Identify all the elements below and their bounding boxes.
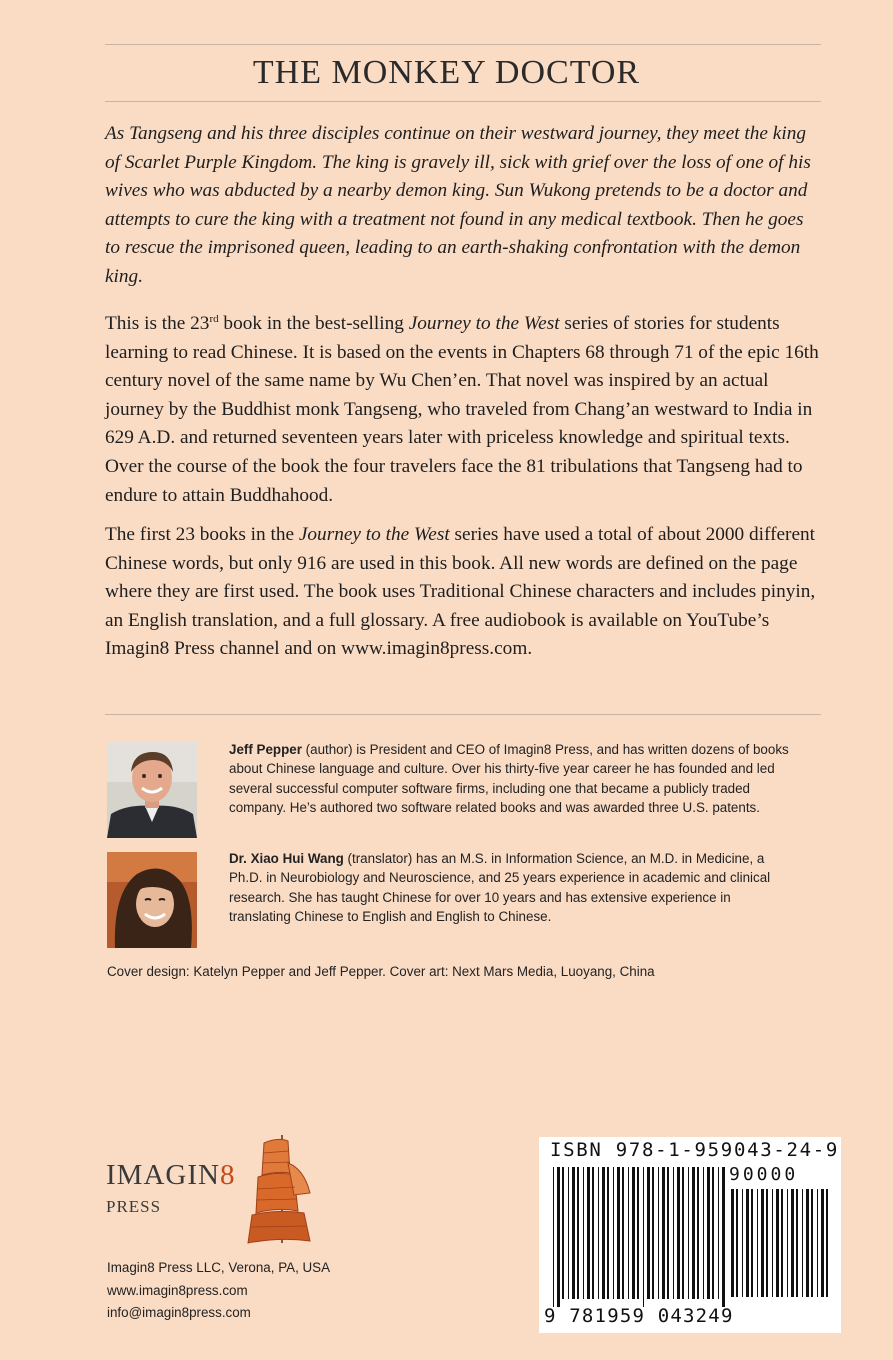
barcode-bar — [688, 1167, 689, 1299]
addon-barcode-bars — [731, 1189, 835, 1305]
logo-word-imagin: IMAGIN — [106, 1159, 220, 1191]
barcode-bar — [667, 1167, 669, 1299]
barcode-bar — [787, 1189, 788, 1297]
barcode-bar — [628, 1167, 629, 1299]
barcode-bar — [583, 1167, 584, 1299]
publisher-email[interactable]: info@imagin8press.com — [107, 1305, 251, 1320]
ordinal-suffix: rd — [209, 313, 219, 325]
barcode-bar — [637, 1167, 639, 1299]
ean-barcode-bars — [553, 1167, 731, 1307]
story-blurb: As Tangseng and his three disciples continue on their westward journey, they meet the king of Scarlet Purple Kingdom. The king is gravely ill, sick with grief over the loss of one of his wives who was abducted by a nearby demon king. Sun Wukong pretends to be a doctor and attempts to cure the king with a treatment not found in any medical textbook. Then he goes to rescue the imprisoned queen, leading to an earth-shaking confrontation with the demon king. — [105, 123, 811, 287]
author-photo — [107, 742, 197, 838]
barcode-bar — [562, 1167, 564, 1299]
author-name: Jeff Pepper — [229, 742, 302, 757]
series-mid: book in the best-selling — [218, 313, 409, 334]
bio-rule — [105, 714, 821, 715]
ean-digits: 9 781959 043249 — [544, 1305, 734, 1327]
series-lead: This is the 23 — [105, 313, 210, 334]
translator-photo — [107, 852, 197, 948]
barcode-bar — [607, 1167, 609, 1299]
translator-bio-text: (translator) has an M.S. in Information Science, an M.D. in Medicine, a Ph.D. in Neurobiology and Neuroscience, and 25 years experience in academic and clinical research. She has taught Chinese for over 10 years and has extensive experience in translating Chinese to English and English to Chinese. — [229, 851, 771, 925]
book-title: THE MONKEY DOCTOR — [252, 54, 641, 91]
barcode-bar — [746, 1189, 749, 1297]
barcode-bar — [647, 1167, 650, 1299]
barcode-bar — [703, 1167, 704, 1299]
barcode-bar — [712, 1167, 714, 1299]
barcode-bar — [557, 1167, 560, 1307]
junk-ship-icon — [244, 1133, 324, 1248]
barcode-bar — [731, 1189, 734, 1297]
barcode-bar — [622, 1167, 624, 1299]
barcode-bar — [761, 1189, 764, 1297]
barcode-bar — [776, 1189, 779, 1297]
barcode-bar — [598, 1167, 599, 1299]
barcode-bar — [692, 1167, 695, 1299]
top-rule — [105, 44, 821, 45]
barcode-bar — [811, 1189, 813, 1297]
barcode-bar — [722, 1167, 725, 1307]
cover-credits: Cover design: Katelyn Pepper and Jeff Pepper. Cover art: Next Mars Media, Luoyang, China — [107, 964, 655, 979]
publisher-website[interactable]: www.imagin8press.com — [107, 1283, 248, 1298]
words-lead: The first 23 books in the — [105, 524, 299, 545]
isbn-label: ISBN 978-1-959043-24-9 — [550, 1139, 840, 1161]
barcode-bar — [707, 1167, 710, 1299]
words-rest: series have used a total of about 2000 different Chinese words, but only 916 are used in this book. All new words are defined on the page where they are first used. The book uses Traditional Chinese characters and includes pinyin, an English translation, and a full glossary. A free audiobook is available on YouTube’s Imagin8 Press channel and on www.imagin8press.com. — [105, 524, 816, 660]
barcode-bar — [658, 1167, 659, 1299]
barcode-bar — [791, 1189, 794, 1297]
barcode-bar — [757, 1189, 758, 1297]
barcode-bar — [821, 1189, 824, 1297]
barcode-bar — [553, 1167, 554, 1307]
barcode-bar — [826, 1189, 828, 1297]
barcode-bar — [682, 1167, 684, 1299]
barcode-bar — [766, 1189, 768, 1297]
translator-name: Dr. Xiao Hui Wang — [229, 851, 344, 866]
logo-press-label: PRESS — [106, 1197, 162, 1216]
series-rest: series of stories for students learning to read Chinese. It is based on the events in Chapters 68 through 71 of the epic 16th century novel of the same name by Wu Chen’en. That novel was inspired by an actual journey by the Buddhist monk Tangseng, who traveled from Chang’an westward to India in 629 A.D. and returned seventeen years later with priceless knowledge and spiritual texts. Over the course of the book the four travelers face the 81 tribulations that Tangseng had to endure to attain Buddhahood. — [105, 313, 819, 506]
barcode-bar — [781, 1189, 783, 1297]
barcode-bar — [718, 1167, 719, 1299]
isbn-barcode — [539, 1137, 841, 1333]
barcode-bar — [772, 1189, 773, 1297]
barcode-bar — [568, 1167, 569, 1299]
translator-bio — [229, 849, 789, 927]
barcode-bar — [673, 1167, 674, 1299]
barcode-bar — [817, 1189, 818, 1297]
publisher-address: Imagin8 Press LLC, Verona, PA, USA — [107, 1260, 331, 1275]
barcode-bar — [617, 1167, 620, 1299]
barcode-bar — [613, 1167, 614, 1299]
barcode-bar — [662, 1167, 665, 1299]
author-bio — [229, 740, 789, 818]
barcode-bar — [802, 1189, 803, 1297]
barcode-bar — [677, 1167, 680, 1299]
barcode-bar — [806, 1189, 809, 1297]
logo-word-eight: 8 — [219, 1159, 236, 1191]
words-series-title: Journey to the West — [298, 524, 450, 545]
barcode-bar — [796, 1189, 798, 1297]
barcode-bar — [572, 1167, 575, 1299]
barcode-bar — [697, 1167, 699, 1299]
barcode-bar — [751, 1189, 753, 1297]
barcode-bar — [602, 1167, 605, 1299]
author-bio-text: (author) is President and CEO of Imagin8 Press, and has written dozens of books about Chinese language and culture. Over his thirty-five year career he has founded and led several successful computer software firms, including one that became a publicly traded company. He’s authored two software related books and was awarded three U.S. patents. — [229, 742, 789, 816]
title-rule — [105, 101, 821, 102]
series-title: Journey to the West — [408, 313, 560, 334]
barcode-bar — [577, 1167, 579, 1299]
logo-wordmark — [106, 1159, 235, 1192]
series-paragraph — [105, 310, 821, 510]
price-code: 90000 — [729, 1164, 799, 1185]
barcode-bar — [736, 1189, 738, 1297]
barcode-bar — [587, 1167, 590, 1299]
barcode-bar — [632, 1167, 635, 1299]
barcode-bar — [742, 1189, 743, 1297]
barcode-bar — [652, 1167, 654, 1299]
publisher-logo — [106, 1133, 326, 1248]
barcode-bar — [643, 1167, 644, 1307]
barcode-bar — [592, 1167, 594, 1299]
vocabulary-paragraph — [105, 521, 821, 664]
